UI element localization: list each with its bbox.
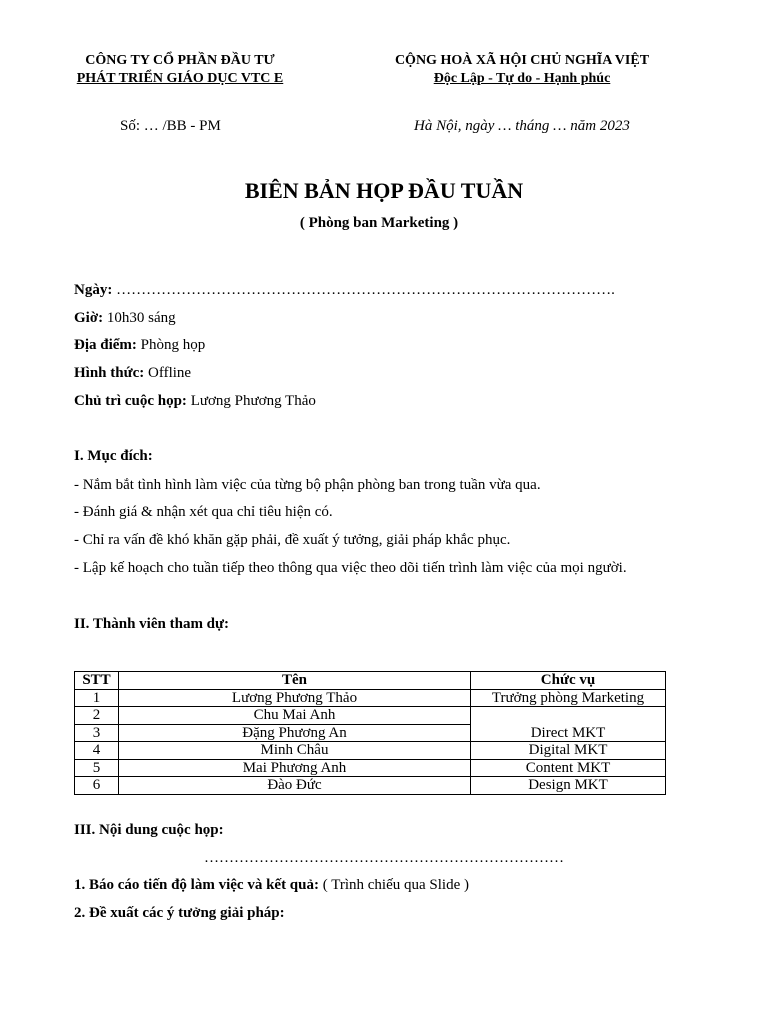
column-header-stt: STT [75,672,119,690]
meeting-chair [74,393,316,410]
table-row [75,707,666,725]
content-heading: III. Nội dung cuộc họp: [74,822,224,838]
meeting-date-label: Ngày: [74,282,113,298]
column-header-role: Chức vụ [471,672,666,690]
meeting-format [74,365,191,382]
nation-motto-line1: CỘNG HOÀ XÃ HỘI CHỦ NGHĨA VIỆT [394,53,650,68]
purpose-item: - Lập kế hoạch cho tuần tiếp theo thông qua việc theo dõi tiến trình làm việc của mọi người. [74,560,627,576]
document-title: BIÊN BẢN HỌP ĐẦU TUẦN [244,178,524,203]
company-name-line2: PHÁT TRIỂN GIÁO DỤC VTC E [76,71,284,86]
row-stt: 1 [75,689,119,707]
purpose-heading: I. Mục đích: [74,448,153,464]
row-name: Đặng Phương An [119,724,471,742]
purpose-item: - Chỉ ra vấn đề khó khăn gặp phải, đề xuất ý tưởng, giải pháp khắc phục. [74,532,511,548]
meeting-location [74,337,205,354]
meeting-date-value: ………………………………………………………………………………………. [116,282,615,298]
row-role: Design MKT [471,777,666,795]
row-name: Minh Châu [119,742,471,760]
table-row [75,777,666,795]
purpose-item: - Đánh giá & nhận xét qua chỉ tiêu hiện có. [74,504,333,520]
meeting-time-label: Giờ: [74,310,104,326]
row-stt: 3 [75,724,119,742]
document-subtitle: ( Phòng ban Marketing ) [299,215,459,231]
row-name: Chu Mai Anh [119,707,471,725]
members-table [74,671,666,795]
row-stt: 5 [75,759,119,777]
row-role: Trưởng phòng Marketing [471,689,666,707]
content-dots: ……………………………………………………………… [204,850,564,866]
meeting-chair-value: Lương Phương Thảo [190,393,316,409]
row-role: Direct MKT [471,707,666,742]
content-item-1-label: 1. Báo cáo tiến độ làm việc và kết quả: [74,877,319,893]
nation-header [372,52,672,88]
meeting-chair-label: Chủ trì cuộc họp: [74,393,187,409]
row-role: Content MKT [471,759,666,777]
place-date: Hà Nội, ngày … tháng … năm 2023 [414,118,630,134]
purpose-item: - Nắm bắt tình hình làm việc của từng bộ phận phòng ban trong tuần vừa qua. [74,477,541,493]
meeting-date [74,282,615,299]
row-name: Mai Phương Anh [119,759,471,777]
row-name: Đào Đức [119,777,471,795]
table-header-row [75,672,666,690]
meeting-format-value: Offline [148,365,192,381]
table-row [75,689,666,707]
meeting-time-value: 10h30 sáng [106,310,176,326]
row-stt: 6 [75,777,119,795]
column-header-name: Tên [119,672,471,690]
meeting-location-value: Phòng họp [140,337,206,353]
meeting-location-label: Địa điểm: [74,337,137,353]
meeting-format-label: Hình thức: [74,365,145,381]
row-stt: 4 [75,742,119,760]
row-role: Digital MKT [471,742,666,760]
company-header [50,52,310,88]
company-name-line1: CÔNG TY CỔ PHẦN ĐẦU TƯ [85,53,275,68]
row-name: Lương Phương Thảo [119,689,471,707]
content-item-2: 2. Đề xuất các ý tưởng giải pháp: [74,905,285,921]
nation-motto-line2: Độc Lập - Tự do - Hạnh phúc [433,71,611,86]
members-heading: II. Thành viên tham dự: [74,616,230,632]
meeting-time [74,310,176,327]
document-number: Số: … /BB - PM [120,118,221,134]
row-stt: 2 [75,707,119,725]
content-item-1 [74,877,469,894]
content-item-1-value: ( Trình chiếu qua Slide ) [319,877,469,893]
table-row [75,742,666,760]
table-row [75,759,666,777]
